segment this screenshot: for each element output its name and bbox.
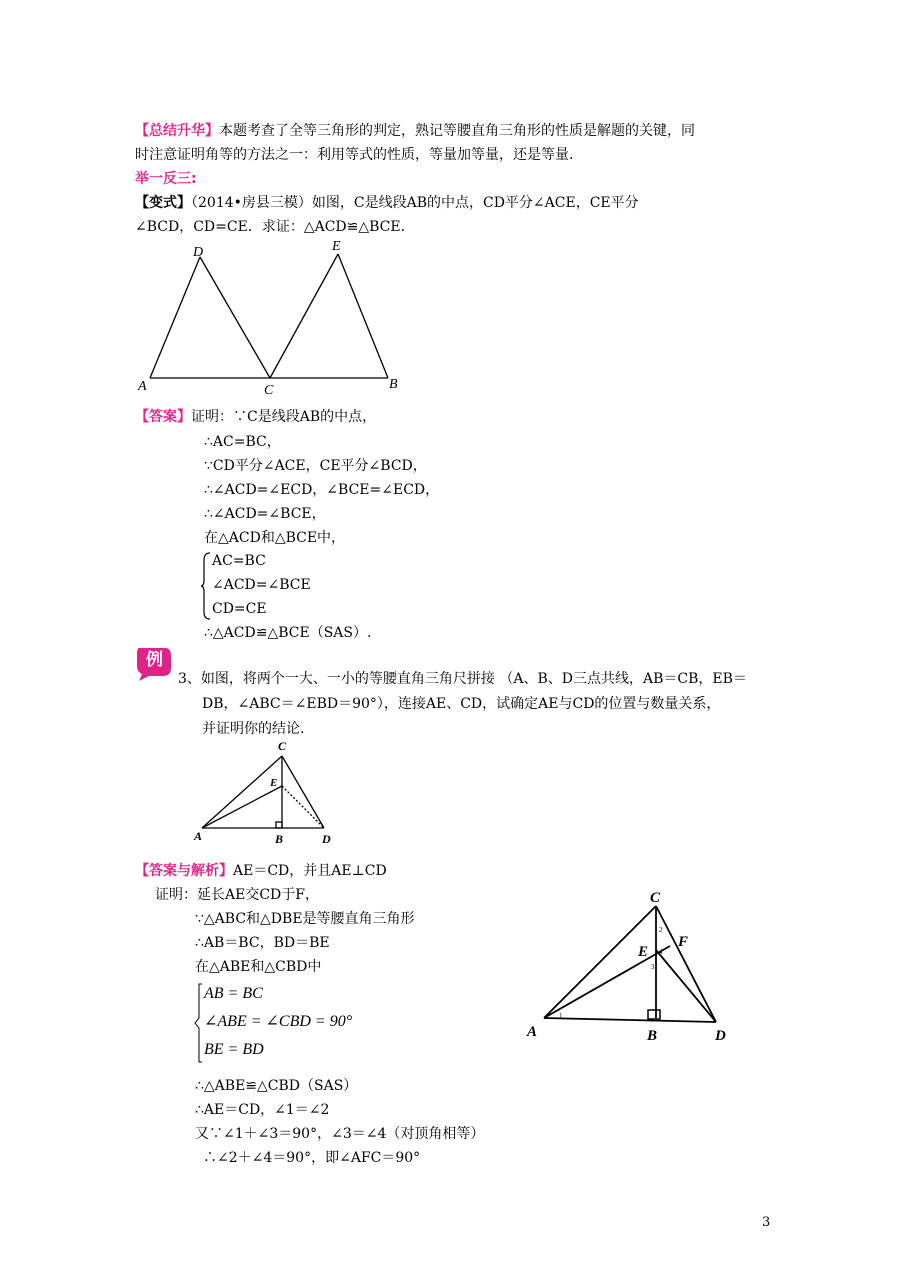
summary-tag: 【总结升华】 <box>135 123 219 139</box>
fig1-label-e: E <box>332 239 341 254</box>
answer2-after-1: ∴AE＝CD，∠1＝∠2 <box>195 1102 330 1118</box>
variant-tag: 【变式】 <box>135 195 191 211</box>
fig2-label-c: C <box>278 739 287 753</box>
answer1-line-3: ∴∠ACD=∠ECD，∠BCE=∠ECD， <box>204 482 440 498</box>
fig3-label-b: B <box>647 1028 658 1044</box>
summary-line-1: 【总结升华】本题考查了全等三角形的判定，熟记等腰直角三角形的性质是解题的关键，同 <box>135 123 695 139</box>
fig3-angle-3: 3 <box>651 963 655 971</box>
example-line-1: 3、如图，将两个一大、一小的等腰直角三角尺拼接 （A、B、D三点共线，AB＝CB，EB＝ <box>178 671 747 687</box>
answer1-line-5: 在△ACD和△BCE中， <box>204 530 346 546</box>
answer1-conclusion: ∴△ACD≌△BCE（SAS）. <box>204 625 372 641</box>
answer2-line-1: ∵△ABC和△DBE是等腰直角三角形 <box>195 911 415 927</box>
answer1-system-2: CD=CE <box>212 601 267 617</box>
fig1-label-b: B <box>389 377 398 392</box>
example-line-3: 并证明你的结论. <box>202 721 305 737</box>
fig3-angle-1: 1 <box>559 1012 563 1020</box>
answer2-system-2: BE = BD <box>204 1041 264 1058</box>
answer1-tag: 【答案】 <box>135 409 191 425</box>
fig3-angle-2: 2 <box>659 926 663 934</box>
example-line-2: DB，∠ABC＝∠EBD＝90°），连接AE、CD，试确定AE与CD的位置与数量关系， <box>202 696 721 712</box>
fig1-label-a: A <box>138 379 147 394</box>
answer1-line-1: ∴AC=BC， <box>204 434 281 450</box>
fig2-label-b: B <box>275 832 284 846</box>
answer2-headline: 【答案与解析】AE＝CD，并且AE⊥CD <box>135 863 387 879</box>
answer2-line-3: 在△ABE和△CBD中 <box>195 959 322 975</box>
answer1-line-2: ∵CD平分∠ACE，CE平分∠BCD， <box>204 458 427 474</box>
answer1-line-4: ∴∠ACD=∠BCE， <box>204 506 326 522</box>
answer2-system-1: ∠ABE = ∠CBD = 90° <box>204 1013 353 1030</box>
answer2-line-0: 证明：延长AE交CD于F， <box>155 887 319 903</box>
answer2-after-0: ∴△ABE≌△CBD（SAS） <box>195 1078 358 1094</box>
summary-line-2: 时注意证明角等的方法之一：利用等式的性质，等量加等量，还是等量. <box>135 147 574 163</box>
figure-1 <box>130 232 415 402</box>
section-title: 举一反三: <box>135 171 197 187</box>
figure-3 <box>522 880 742 1050</box>
fig3-label-e: E <box>638 944 649 960</box>
answer1-brace <box>200 552 212 620</box>
answer2-system-0: AB = BC <box>204 985 263 1002</box>
answer2-line-2: ∴AB＝BC，BD＝BE <box>195 935 330 951</box>
answer1-system-0: AC=BC <box>212 553 266 569</box>
fig1-label-c: C <box>264 383 274 398</box>
fig3-label-a: A <box>527 1024 538 1040</box>
fig1-label-d: D <box>193 245 204 260</box>
fig3-label-f: F <box>678 934 689 950</box>
answer1-line-0: 【答案】证明：∵C是线段AB的中点， <box>135 409 377 425</box>
example-badge-label: 例 <box>146 650 163 670</box>
fig2-label-a: A <box>194 829 203 843</box>
answer1-system-1: ∠ACD=∠BCE <box>212 577 311 593</box>
fig3-angle-4: 4 <box>659 948 663 956</box>
answer2-after-3: ∴∠2＋∠4＝90°，即∠AFC＝90° <box>203 1150 421 1166</box>
fig2-label-d: D <box>322 832 331 846</box>
fig3-label-d: D <box>715 1028 726 1044</box>
answer2-brace <box>194 982 204 1064</box>
variant-line-2: ∠BCD，CD=CE．求证：△ACD≌△BCE． <box>135 219 415 235</box>
answer2-tag: 【答案与解析】 <box>135 863 233 879</box>
fig2-label-e: E <box>270 777 278 789</box>
page-number: 3 <box>762 1215 771 1230</box>
fig3-label-c: C <box>650 890 661 906</box>
answer2-after-2: 又∵∠1＋∠3＝90°，∠3＝∠4（对顶角相等） <box>195 1126 485 1142</box>
variant-line-1: 【变式】（2014•房县三模）如图，C是线段AB的中点，CD平分∠ACE，CE平分 <box>135 195 639 211</box>
figure-2 <box>190 736 350 848</box>
